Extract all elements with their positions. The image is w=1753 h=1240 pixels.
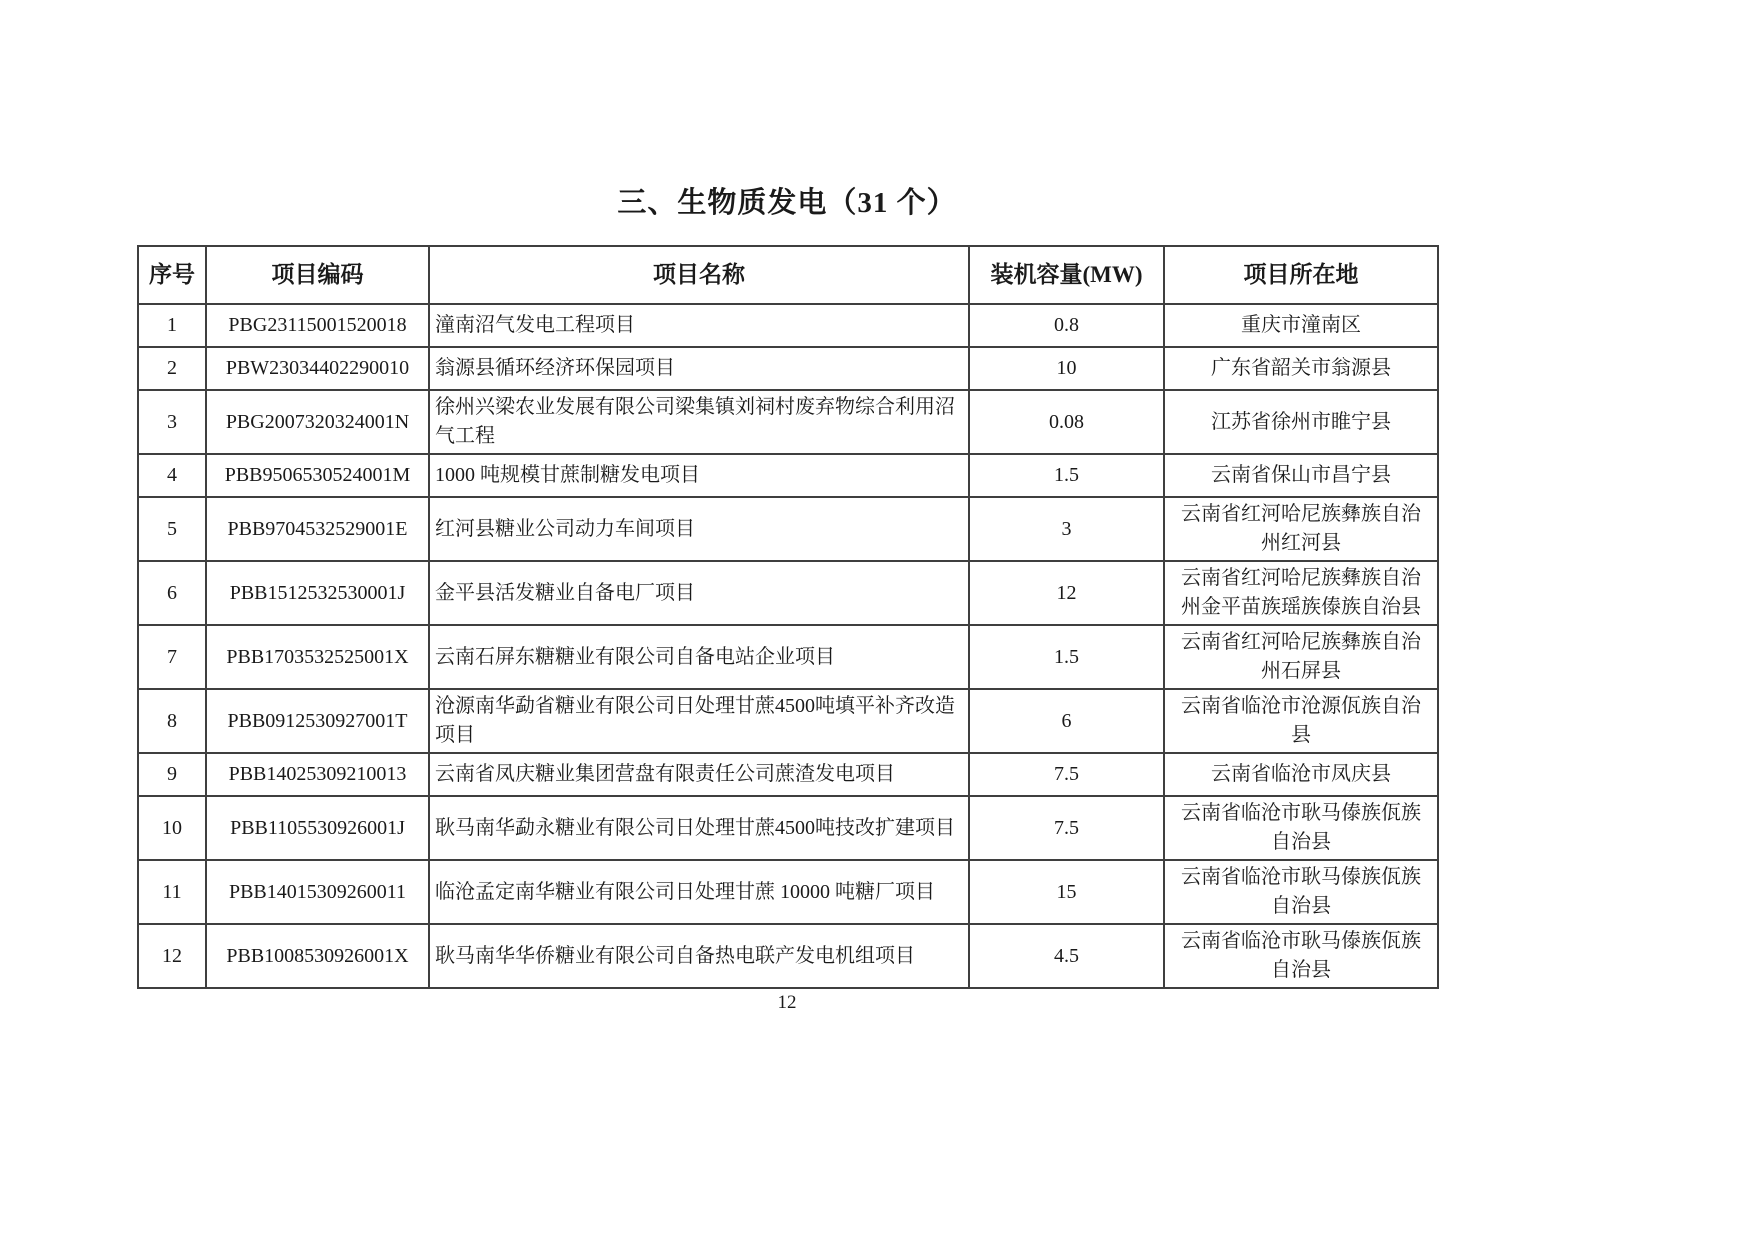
- table-row: [138, 860, 1438, 924]
- location-cell: 云南省红河哈尼族彝族自治州石屏县: [1164, 625, 1438, 689]
- table-row: [138, 454, 1438, 497]
- name-cell: 云南省凤庆糖业集团营盘有限责任公司蔗渣发电项目: [429, 753, 969, 796]
- seq-cell: 2: [138, 347, 206, 390]
- code-cell: PBB1105530926001J: [206, 796, 429, 860]
- location-cell: 云南省红河哈尼族彝族自治州金平苗族瑶族傣族自治县: [1164, 561, 1438, 625]
- name-cell: 耿马南华勐永糖业有限公司日处理甘蔗4500吨技改扩建项目: [429, 796, 969, 860]
- page-number: 12: [777, 992, 797, 1013]
- seq-cell: 12: [138, 924, 206, 988]
- capacity-cell: 1.5: [969, 454, 1164, 497]
- name-cell: 临沧孟定南华糖业有限公司日处理甘蔗 10000 吨糖厂项目: [429, 860, 969, 924]
- code-cell: PBB1008530926001X: [206, 924, 429, 988]
- table-row: [138, 304, 1438, 347]
- page-title: 三、生物质发电（31 个）: [617, 187, 957, 219]
- name-cell: 耿马南华华侨糖业有限公司自备热电联产发电机组项目: [429, 924, 969, 988]
- seq-cell: 1: [138, 304, 206, 347]
- seq-cell: 5: [138, 497, 206, 561]
- code-cell: PBB9704532529001E: [206, 497, 429, 561]
- name-cell: 沧源南华勐省糖业有限公司日处理甘蔗4500吨填平补齐改造项目: [429, 689, 969, 753]
- biomass-projects-table: [137, 245, 1439, 989]
- code-cell: PBB0912530927001T: [206, 689, 429, 753]
- capacity-cell: 3: [969, 497, 1164, 561]
- code-cell: PBB14015309260011: [206, 860, 429, 924]
- table-row: [138, 689, 1438, 753]
- code-cell: PBB1703532525001X: [206, 625, 429, 689]
- name-cell: 潼南沼气发电工程项目: [429, 304, 969, 347]
- code-cell: PBB1512532530001J: [206, 561, 429, 625]
- name-cell: 金平县活发糖业自备电厂项目: [429, 561, 969, 625]
- location-cell: 云南省红河哈尼族彝族自治州红河县: [1164, 497, 1438, 561]
- code-cell: PBB9506530524001M: [206, 454, 429, 497]
- header-code: 项目编码: [206, 246, 429, 304]
- capacity-cell: 0.8: [969, 304, 1164, 347]
- capacity-cell: 12: [969, 561, 1164, 625]
- capacity-cell: 10: [969, 347, 1164, 390]
- header-capacity: 装机容量(MW): [969, 246, 1164, 304]
- name-cell: 翁源县循环经济环保园项目: [429, 347, 969, 390]
- table-row: [138, 753, 1438, 796]
- seq-cell: 9: [138, 753, 206, 796]
- code-cell: PBW23034402290010: [206, 347, 429, 390]
- table-row: [138, 561, 1438, 625]
- table-row: [138, 924, 1438, 988]
- table-row: [138, 347, 1438, 390]
- table-row: [138, 625, 1438, 689]
- location-cell: 广东省韶关市翁源县: [1164, 347, 1438, 390]
- name-cell: 徐州兴梁农业发展有限公司梁集镇刘祠村废弃物综合利用沼气工程: [429, 390, 969, 454]
- table-row: [138, 497, 1438, 561]
- location-cell: 云南省临沧市耿马傣族佤族自治县: [1164, 924, 1438, 988]
- seq-cell: 6: [138, 561, 206, 625]
- code-cell: PBG2007320324001N: [206, 390, 429, 454]
- capacity-cell: 7.5: [969, 753, 1164, 796]
- name-cell: 云南石屏东糖糖业有限公司自备电站企业项目: [429, 625, 969, 689]
- capacity-cell: 6: [969, 689, 1164, 753]
- seq-cell: 4: [138, 454, 206, 497]
- table-row: [138, 390, 1438, 454]
- code-cell: PBG23115001520018: [206, 304, 429, 347]
- location-cell: 江苏省徐州市睢宁县: [1164, 390, 1438, 454]
- seq-cell: 11: [138, 860, 206, 924]
- page-content: [137, 0, 1437, 989]
- name-cell: 红河县糖业公司动力车间项目: [429, 497, 969, 561]
- location-cell: 云南省保山市昌宁县: [1164, 454, 1438, 497]
- location-cell: 云南省临沧市沧源佤族自治县: [1164, 689, 1438, 753]
- capacity-cell: 15: [969, 860, 1164, 924]
- location-cell: 重庆市潼南区: [1164, 304, 1438, 347]
- seq-cell: 10: [138, 796, 206, 860]
- table-row: [138, 796, 1438, 860]
- location-cell: 云南省临沧市凤庆县: [1164, 753, 1438, 796]
- capacity-cell: 0.08: [969, 390, 1164, 454]
- seq-cell: 8: [138, 689, 206, 753]
- name-cell: 1000 吨规模甘蔗制糖发电项目: [429, 454, 969, 497]
- location-cell: 云南省临沧市耿马傣族佤族自治县: [1164, 860, 1438, 924]
- location-cell: 云南省临沧市耿马傣族佤族自治县: [1164, 796, 1438, 860]
- table-header-row: [138, 246, 1438, 304]
- code-cell: PBB14025309210013: [206, 753, 429, 796]
- capacity-cell: 4.5: [969, 924, 1164, 988]
- header-name: 项目名称: [429, 246, 969, 304]
- capacity-cell: 1.5: [969, 625, 1164, 689]
- header-seq: 序号: [138, 246, 206, 304]
- header-location: 项目所在地: [1164, 246, 1438, 304]
- capacity-cell: 7.5: [969, 796, 1164, 860]
- seq-cell: 7: [138, 625, 206, 689]
- seq-cell: 3: [138, 390, 206, 454]
